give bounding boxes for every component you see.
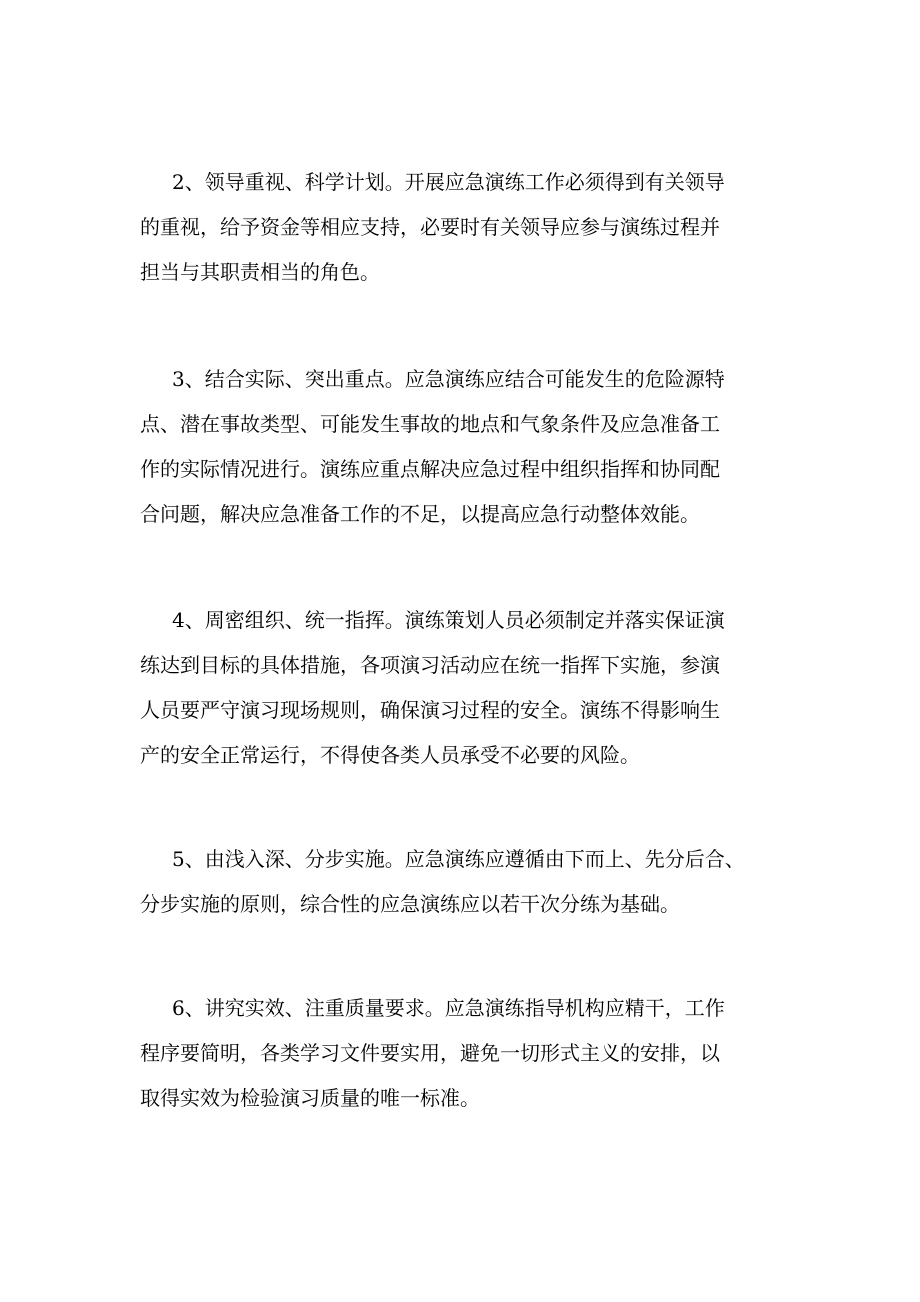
paragraph-4 [140, 598, 800, 778]
paragraph-line: 取得实效为检验演习质量的唯一标准。 [140, 1086, 480, 1110]
paragraph-2 [140, 160, 800, 295]
paragraph-line: 3、结合实际、突出重点。应急演练应结合可能发生的危险源特 [172, 367, 725, 391]
paragraph-3 [140, 357, 800, 537]
paragraph-line: 6、讲究实效、注重质量要求。应急演练指导机构应精干，工作 [172, 996, 725, 1020]
paragraph-line: 合问题，解决应急准备工作的不足，以提高应急行动整体效能。 [140, 502, 700, 526]
paragraph-line: 4、周密组织、统一指挥。演练策划人员必须制定并落实保证演 [172, 608, 725, 632]
paragraph-line: 5、由浅入深、分步实施。应急演练应遵循由下而上、先分后合、 [172, 847, 745, 871]
paragraph-5 [140, 837, 800, 927]
paragraph-line: 人员要严守演习现场规则，确保演习过程的安全。演练不得影响生 [140, 698, 720, 722]
paragraph-line: 练达到目标的具体措施，各项演习活动应在统一指挥下实施，参演 [140, 653, 720, 677]
paragraph-line: 点、潜在事故类型、可能发生事故的地点和气象条件及应急准备工 [140, 412, 720, 436]
paragraph-line: 担当与其职责相当的角色。 [140, 260, 380, 284]
paragraph-line: 产的安全正常运行，不得使各类人员承受不必要的风险。 [140, 743, 640, 767]
paragraph-line: 作的实际情况进行。演练应重点解决应急过程中组织指挥和协同配 [140, 457, 720, 481]
paragraph-line: 分步实施的原则，综合性的应急演练应以若干次分练为基础。 [140, 892, 680, 916]
paragraph-line: 的重视，给予资金等相应支持，必要时有关领导应参与演练过程并 [140, 215, 720, 239]
paragraph-line: 2、领导重视、科学计划。开展应急演练工作必须得到有关领导 [172, 170, 725, 194]
paragraph-6 [140, 986, 800, 1121]
paragraph-line: 程序要简明，各类学习文件要实用，避免一切形式主义的安排，以 [140, 1041, 720, 1065]
